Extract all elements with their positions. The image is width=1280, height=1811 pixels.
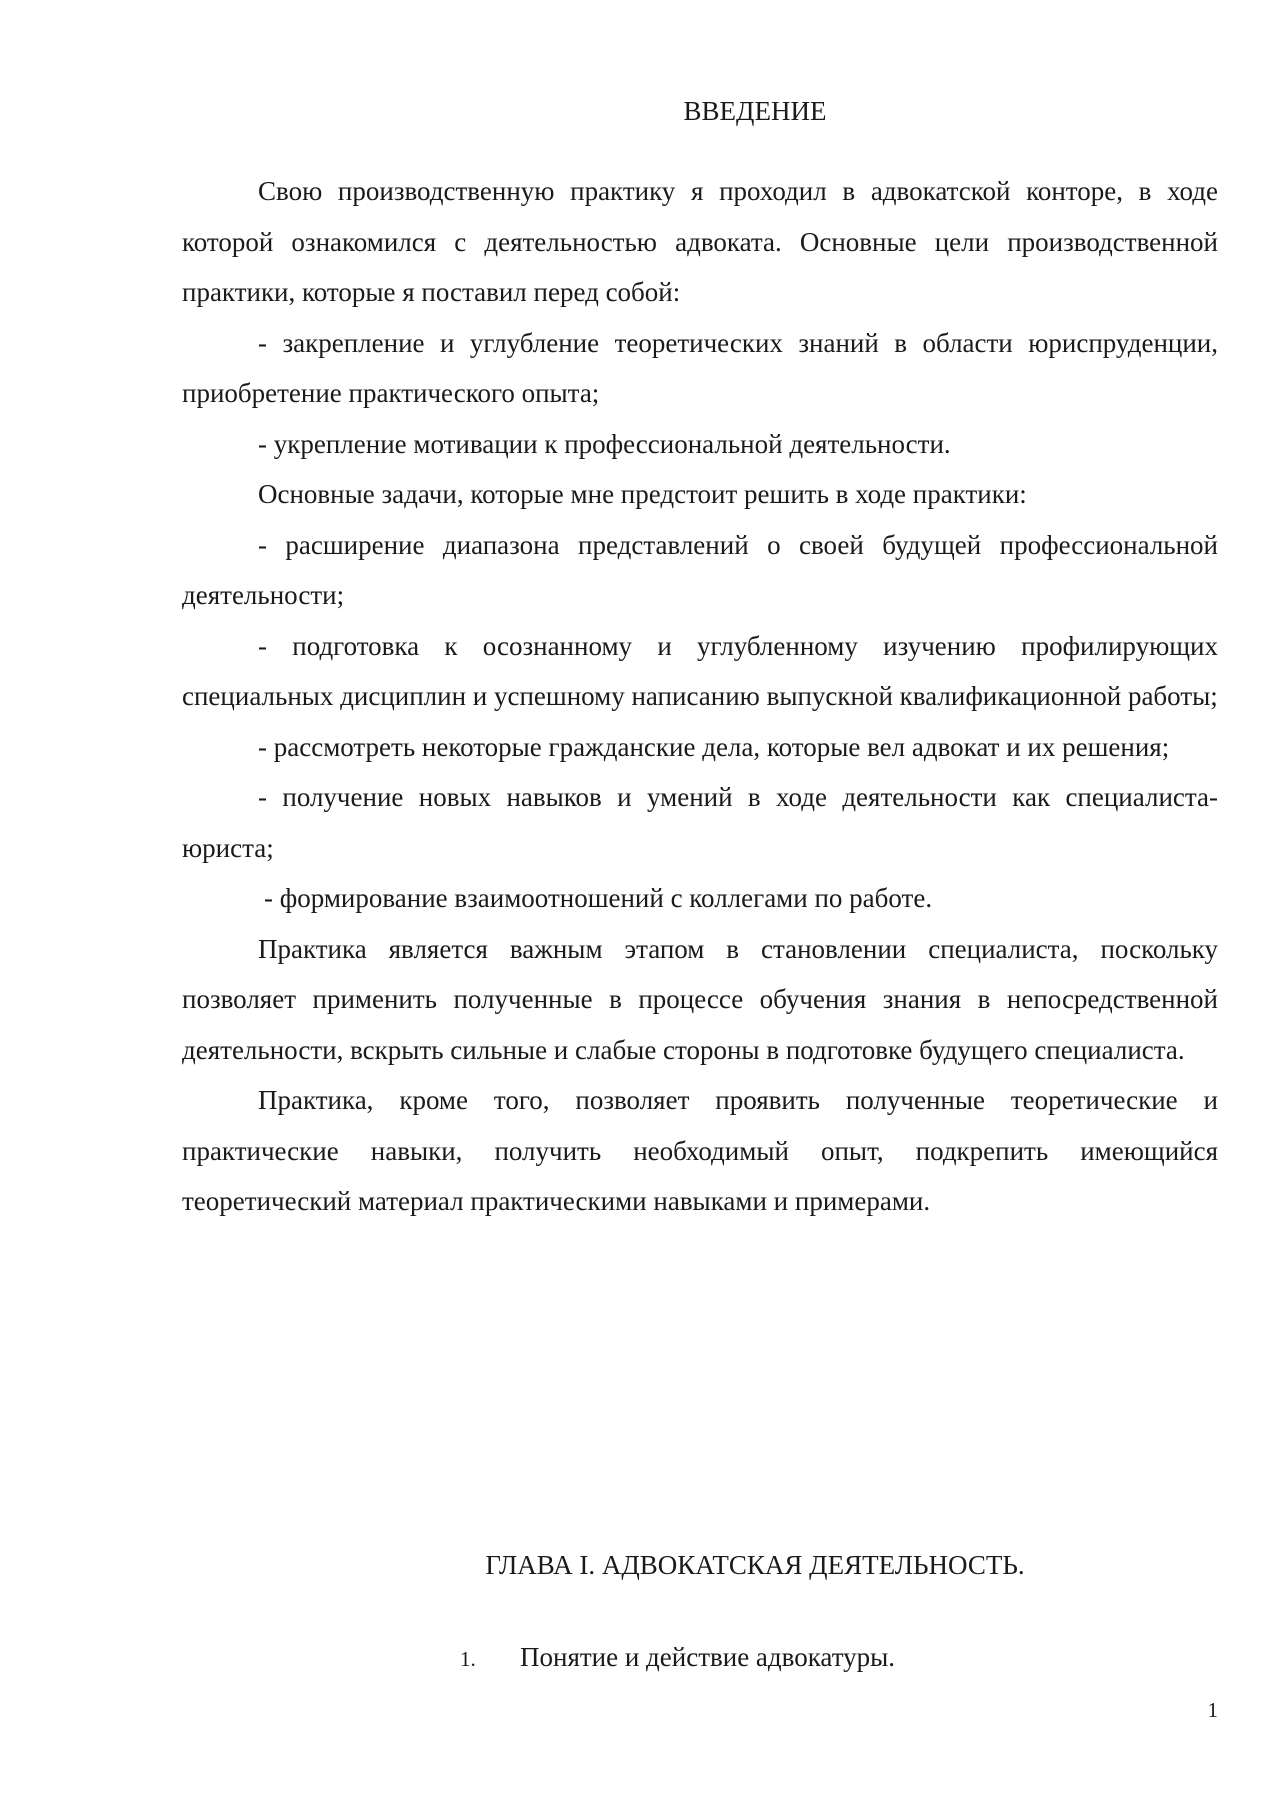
- paragraph-importance: Практика является важным этапом в становлении специалиста, поскольку позволяет применить полученные в процессе обучения знания в непосредственной деятельности, вскрыть сильные и слабые стороны в подготовке будущего специалиста.: [182, 933, 1218, 1065]
- paragraph-task-2: - подготовка к осознанному и углубленному изучению профилирующих специальных дисциплин и успешному написанию выпускной квалификационной работы;: [182, 630, 1218, 711]
- paragraph-goal-1: - закрепление и углубление теоретических знаний в области юриспруденции, приобретение практического опыта;: [182, 327, 1218, 408]
- paragraph-task-1: - расширение диапазона представлений о своей будущей профессиональной деятельности;: [182, 529, 1218, 610]
- paragraph-conclusion: Практика, кроме того, позволяет проявить полученные теоретические и практические навыки, получить необходимый опыт, подкрепить имеющийся теоретический материал практическими навыками и примерами.: [182, 1085, 1218, 1216]
- paragraph-intro: Свою производственную практику я проходил в адвокатской конторе, в ходе которой ознакомился с деятельностью адвоката. Основные цели производственной практики, которые я поставил перед собой:: [182, 176, 1218, 307]
- chapter-title: ГЛАВА I. АДВОКАТСКАЯ ДЕЯТЕЛЬНОСТЬ.: [485, 1550, 1025, 1580]
- page-title: ВВЕДЕНИЕ: [683, 96, 827, 126]
- paragraph-tasks-intro: Основные задачи, которые мне предстоит решить в ходе практики:: [258, 479, 1027, 509]
- page-number: 1: [1207, 1698, 1218, 1722]
- paragraph-task-5: - формирование взаимоотношений с коллегами по работе.: [264, 883, 933, 913]
- subsection-title: Понятие и действие адвокатуры.: [520, 1642, 896, 1672]
- subsection-number: 1.: [460, 1647, 476, 1671]
- paragraph-task-3: - рассмотреть некоторые гражданские дела, которые вел адвокат и их решения;: [258, 731, 1170, 762]
- paragraph-goal-2: - укрепление мотивации к профессиональной деятельности.: [258, 428, 951, 459]
- page-content: [182, 86, 1218, 1227]
- paragraph-task-4: - получение новых навыков и умений в ходе деятельности как специалиста-юриста;: [182, 782, 1218, 863]
- subsection-heading: [460, 1632, 895, 1684]
